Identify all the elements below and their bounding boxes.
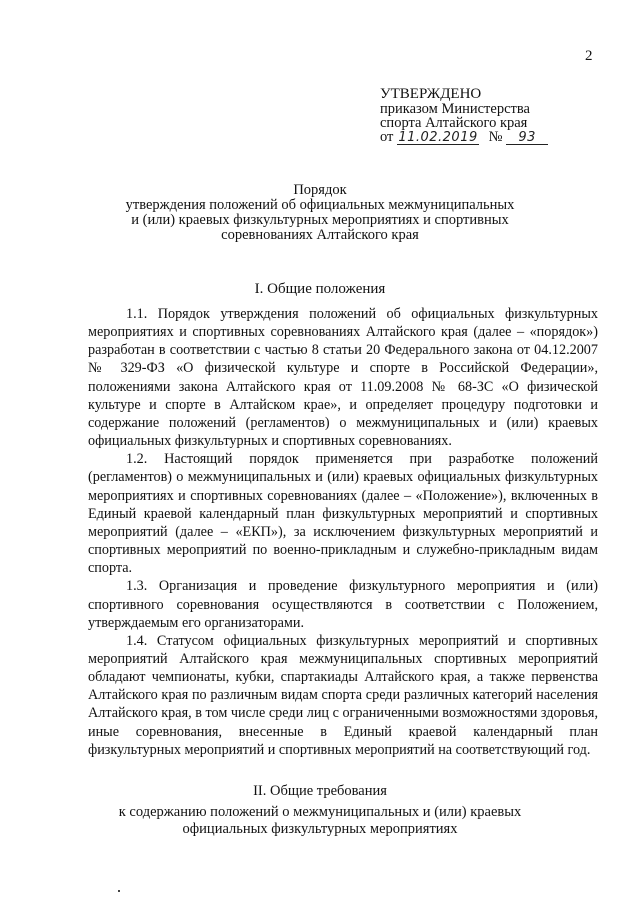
section-2-subheading-line-2: официальных физкультурных мероприятиях xyxy=(182,821,458,837)
approval-heading: УТВЕРЖДЕНО xyxy=(380,86,482,102)
title-line-3: и (или) краевых физкультурных мероприятиях и спортивных xyxy=(131,212,509,228)
paragraph-1-4: 1.4. Статусом официальных физкультурных мероприятий и спортивных мероприятий Алтайского края межмуниципальных спортивных мероприятий обладают чемпионаты, кубки, спартакиады Алтайского края, а также первенства Алтайского края по различным видам спорта среди различных категорий населения Алтайского края, в том числе среди лиц с ограниченными возможностями здоровья, иные соревнования, внесенные в Единый краевой календарный план физкультурных мероприятий и спортивных мероприятий на соответствующий год. xyxy=(88,632,598,758)
title-line-4: соревнованиях Алтайского края xyxy=(221,227,419,243)
title-line-2: утверждения положений об официальных межмуниципальных xyxy=(125,197,515,213)
scan-speck xyxy=(118,890,120,892)
document-title xyxy=(0,183,640,243)
page-number: 2 xyxy=(585,48,593,64)
paragraph-1-1: 1.1. Порядок утверждения положений об официальных физкультурных мероприятиях и спортивных соревнованиях Алтайского края (далее – «порядок») разработан в соответствии с частью 8 статьи 20 Федерального закона от 04.12.2007 № 329-ФЗ «О физической культуре и спорте в Российской Федерации», положениями закона Алтайского края от 11.09.2008 № 68-ЗС «О физической культуре и спорте в Алтайском крае», и определяет процедуру подготовки и содержание положений (регламентов) о межмуниципальных и (или) краевых официальных физкультурных и спортивных соревнованиях. xyxy=(88,306,598,450)
paragraph-1-3: 1.3. Организация и проведение физкультурного мероприятия и (или) спортивного соревнования осуществляются в соответствии с Положением, утверждаемым его организаторами. xyxy=(88,578,598,631)
section-1-heading: I. Общие положения xyxy=(254,281,386,297)
approval-number-value: 93 xyxy=(506,131,548,145)
paragraph-1-2: 1.2. Настоящий порядок применяется при разработке положений (регламентов) о межмуниципальных и (или) краевых официальных физкультурных мероприятиях и спортивных соревнованиях (далее – «Положение»), включенных в Единый краевой календарный план физкультурных мероприятий и спортивных мероприятий (далее – «ЕКП»), за исключением физкультурных мероприятий и спортивных мероприятий по военно-прикладным и служебно-прикладным видам спорта. xyxy=(88,451,598,577)
approval-date-line xyxy=(380,130,548,145)
section-2-heading-block xyxy=(0,783,640,838)
section-2-heading: II. Общие требования xyxy=(253,783,387,799)
approval-date-value: 11.02.2019 xyxy=(398,130,478,145)
section-2-subheading-line-1: к содержанию положений о межмуниципальных и (или) краевых xyxy=(118,804,522,820)
title-line-1: Порядок xyxy=(293,182,347,198)
section-1-body xyxy=(88,305,598,759)
approval-date-prefix: от xyxy=(380,129,394,145)
approval-line-2: спорта Алтайского края xyxy=(380,115,528,131)
approval-number-label: № xyxy=(488,129,503,145)
approval-block xyxy=(380,87,548,145)
approval-line-1: приказом Министерства xyxy=(380,101,530,117)
